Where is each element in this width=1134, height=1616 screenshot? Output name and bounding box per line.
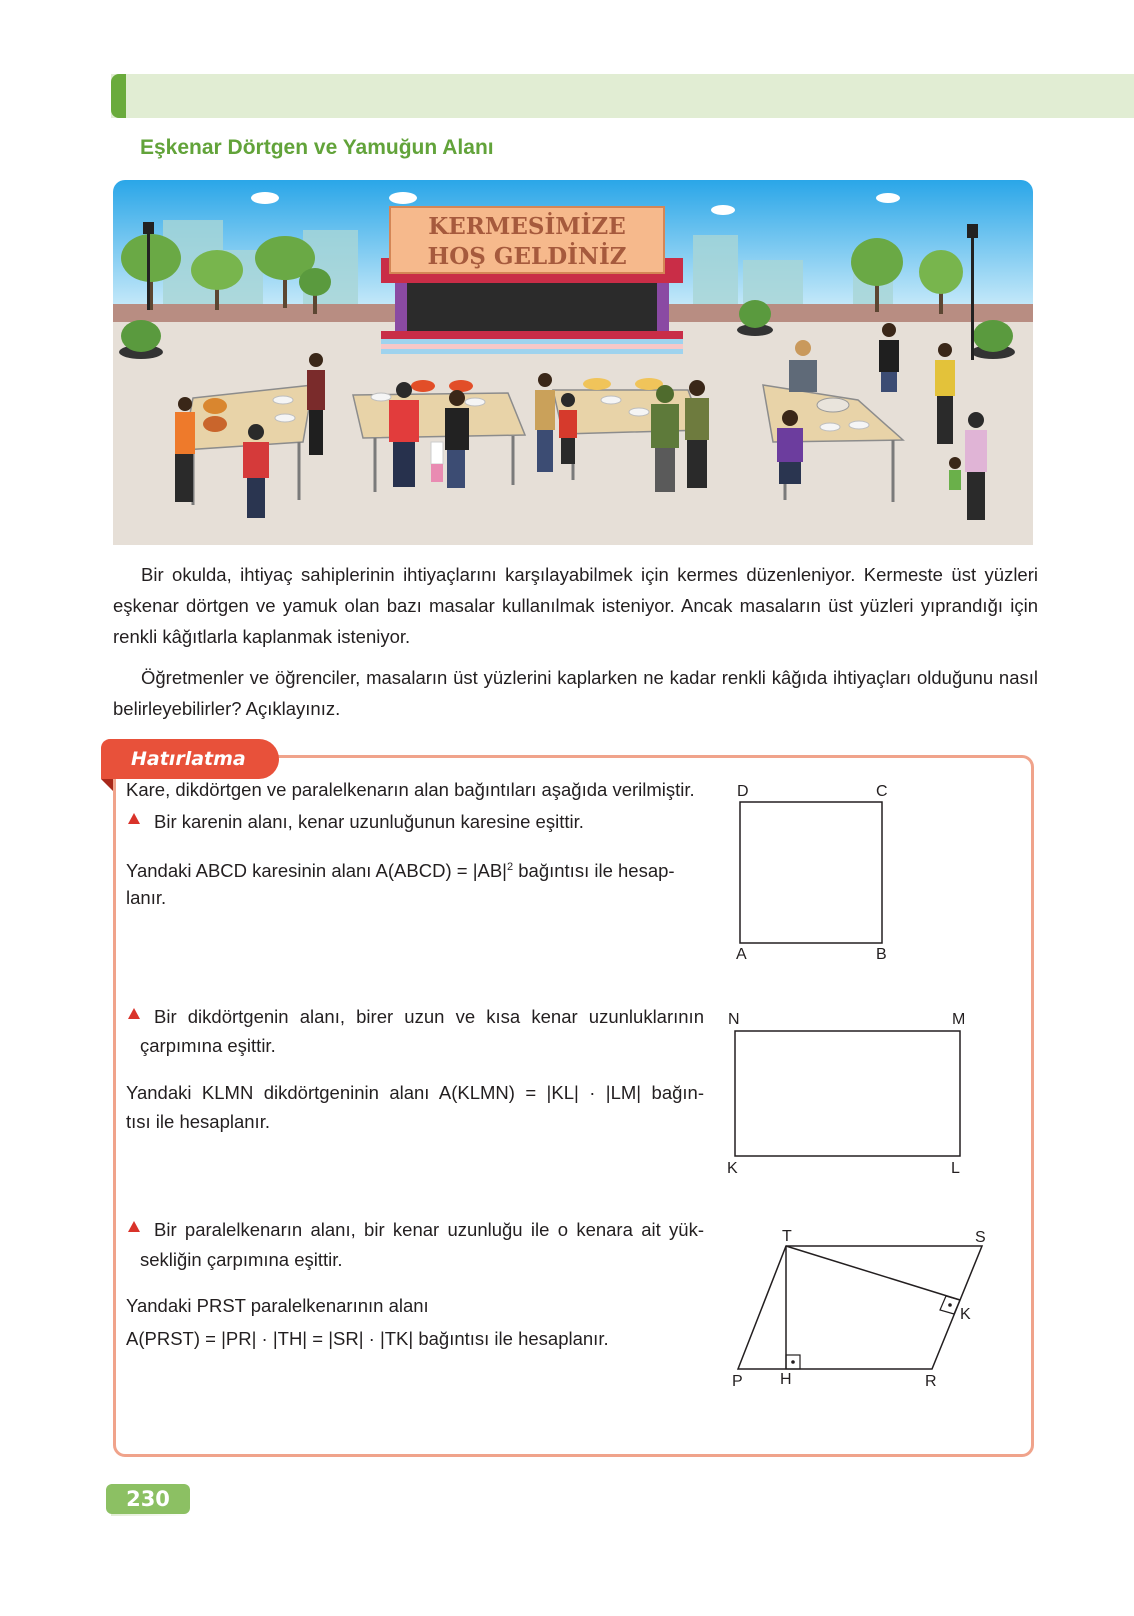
label-P: P xyxy=(732,1373,743,1390)
parallelogram-figure xyxy=(720,1222,1010,1402)
label-B: B xyxy=(876,946,887,963)
rectangle-bullet-line1: Bir dikdörtgenin alanı, birer uzun ve kısa kenar uzunluklarının xyxy=(154,1006,704,1027)
square-bullet: Bir karenin alanı, kenar uzunluğunun karesine eşittir. xyxy=(154,811,584,832)
square-formula-pre: Yandaki ABCD karesinin alanı A(ABCD) = |AB| xyxy=(126,860,507,882)
parallelogram-formula-line2: A(PRST) = |PR| · |TH| = |SR| · |TK| bağıntısı ile hesaplanır. xyxy=(126,1328,609,1349)
bullet-icon xyxy=(128,1221,140,1232)
intro-paragraph-1: Bir okulda, ihtiyaç sahiplerinin ihtiyaçlarını karşılayabilmek için kermes düzenleniyor. Kermeste üst yüzleri eşkenar dörtgen ve yamuk olan bazı masalar kullanılmak isteniyor. Ancak masaların üst yüzleri yıprandığı için renkli kâğıtlarla kaplanmak isteniyor. xyxy=(113,564,1038,647)
banner-line-1: KERMESİMİZE xyxy=(428,213,626,240)
label-H: H xyxy=(780,1371,792,1388)
kermes-illustration xyxy=(113,180,1033,545)
rectangle-bullet-line2: çarpımına eşittir. xyxy=(140,1035,276,1056)
label-K: K xyxy=(727,1160,738,1177)
label-R: R xyxy=(925,1373,937,1390)
parallelogram-formula-line1: Yandaki PRST paralelkenarının alanı xyxy=(126,1295,429,1316)
parallelogram-bullet-line1: Bir paralelkenarın alanı, bir kenar uzunluğu ile o kenara ait yük- xyxy=(154,1219,704,1240)
bullet-icon xyxy=(128,813,140,824)
reminder-label: Hatırlatma xyxy=(131,748,246,770)
label-S: S xyxy=(975,1229,986,1246)
bullet-icon xyxy=(128,1008,140,1019)
label-D: D xyxy=(737,783,749,800)
square-formula xyxy=(126,852,675,886)
rectangle-formula-line2: tısı ile hesaplanır. xyxy=(126,1111,270,1132)
reminder-intro: Kare, dikdörtgen ve paralelkenarın alan bağıntıları aşağıda verilmiştir. xyxy=(126,779,695,800)
section-title: Eşkenar Dörtgen ve Yamuğun Alanı xyxy=(140,136,494,159)
label-M: M xyxy=(952,1011,966,1028)
label-T: T xyxy=(782,1228,792,1245)
label-A: A xyxy=(736,946,747,963)
square-formula-line2: lanır. xyxy=(126,887,167,908)
intro-paragraph-2: Öğretmenler ve öğrenciler, masaların üst yüzlerini kaplarken ne kadar renkli kâğıda ihtiyaçları olduğunu nasıl belirleyebilirler? Açıklayınız. xyxy=(113,667,1038,719)
header-band xyxy=(111,74,1134,118)
header-tab xyxy=(111,74,126,118)
label-L: L xyxy=(951,1160,960,1177)
label-N: N xyxy=(728,1011,740,1028)
square-formula-exponent: 2 xyxy=(506,861,514,873)
rectangle-figure xyxy=(720,1005,980,1185)
label-K: K xyxy=(960,1306,971,1323)
reminder-tab-fold xyxy=(101,779,113,791)
page-number: 230 xyxy=(106,1484,190,1514)
parallelogram-bullet-line2: sekliğin çarpımına eşittir. xyxy=(140,1249,343,1270)
label-C: C xyxy=(876,783,888,800)
rectangle-formula-line1: Yandaki KLMN dikdörtgeninin alanı A(KLMN) = |KL| · |LM| bağın- xyxy=(126,1082,704,1103)
square-formula-post: bağıntısı ile hesap- xyxy=(513,860,675,882)
banner-line-2: HOŞ GELDİNİZ xyxy=(427,243,627,270)
square-figure xyxy=(725,780,905,980)
